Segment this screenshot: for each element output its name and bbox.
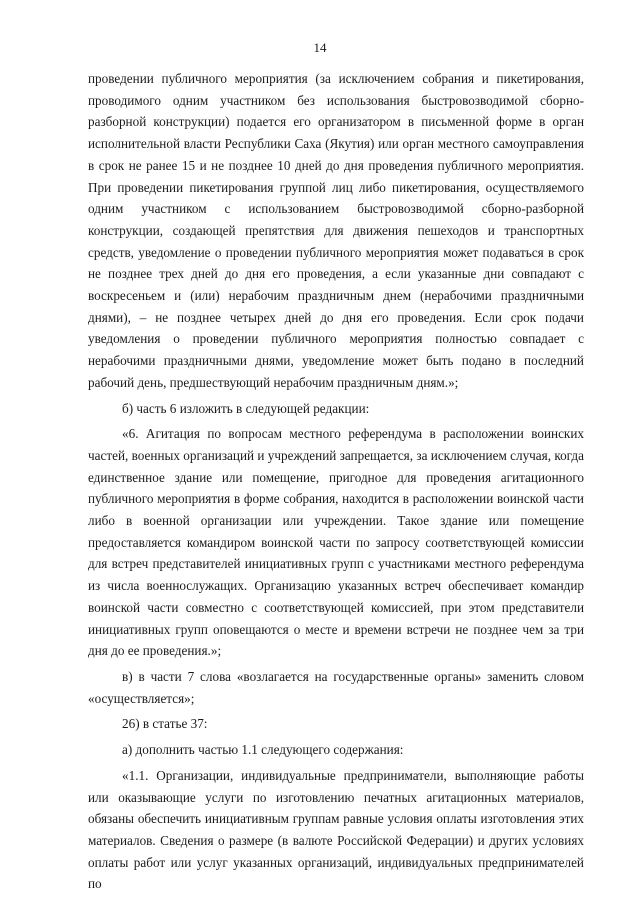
paragraph-continuation: проведении публичного мероприятия (за исключением собрания и пикетирования, проводимого одним участником без использования быстровозводимой сборно-разборной конструкции) подается его организатором в письменной форме в орган исполнительной власти Республики Саха (Якутия) или орган местного самоуправления в срок не ранее 15 и не позднее 10 дней до дня проведения публичного мероприятия. При проведении пикетирования группой лиц либо пикетирования, осуществляемого одним участником с использованием быстровозводимой сборно-разборной конструкции, создающей препятствия для движения пешеходов и транспортных средств, уведомление о проведении публичного мероприятия может подаваться в срок не позднее трех дней до дня его проведения, а если указанные дни совпадают с воскресеньем и (или) нерабочим праздничным днем (нерабочими праздничными днями), – не позднее четырех дней до дня его проведения. Если срок подачи уведомления о проведении публичного мероприятия полностью совпадает с нерабочими праздничными днями, уведомление может быть подано в последний рабочий день, предшествующий нерабочим праздничным дням.»; bbox=[88, 71, 584, 390]
page-number: 14 bbox=[313, 40, 327, 55]
paragraph-amendment-a: а) дополнить частью 1.1 следующего содержания: bbox=[122, 742, 404, 758]
document-body bbox=[88, 68, 584, 899]
paragraph-part-1-1: «1.1. Организации, индивидуальные предприниматели, выполняющие работы или оказывающие услуги по изготовлению печатных агитационных материалов, обязаны обеспечить инициативным группам равные условия оплаты изготовления этих материалов. Сведения о размере (в валюте Российской Федерации) и других условиях оплаты работ или услуг указанных организаций, индивидуальных предпринимателей по bbox=[88, 767, 584, 892]
paragraph-part-6: «6. Агитация по вопросам местного референдума в расположении воинских частей, военных организаций и учреждений запрещается, за исключением случая, когда единственное здание или помещение, пригодное для проведения агитационного публичного мероприятия в форме собрания, находится в расположении воинской части либо в военной организации или учреждении. Такое здание или помещение предоставляется командиром воинской части по запросу соответствующей комиссии для встреч представителей инициативных групп с участниками местного референдума из числа военнослужащих. Организацию указанных встреч обеспечивает командир воинской части совместно с соответствующей комиссией, при этом представители инициативных групп оповещаются о месте и времени встречи не позднее чем за три дня до ее проведения.»; bbox=[88, 426, 584, 659]
paragraph-article-37: 26) в статье 37: bbox=[122, 716, 208, 732]
paragraph-amendment-b: б) часть 6 изложить в следующей редакции: bbox=[122, 400, 370, 416]
paragraph-amendment-v: в) в части 7 слова «возлагается на государственные органы» заменить словом «осуществляется»; bbox=[88, 668, 584, 706]
